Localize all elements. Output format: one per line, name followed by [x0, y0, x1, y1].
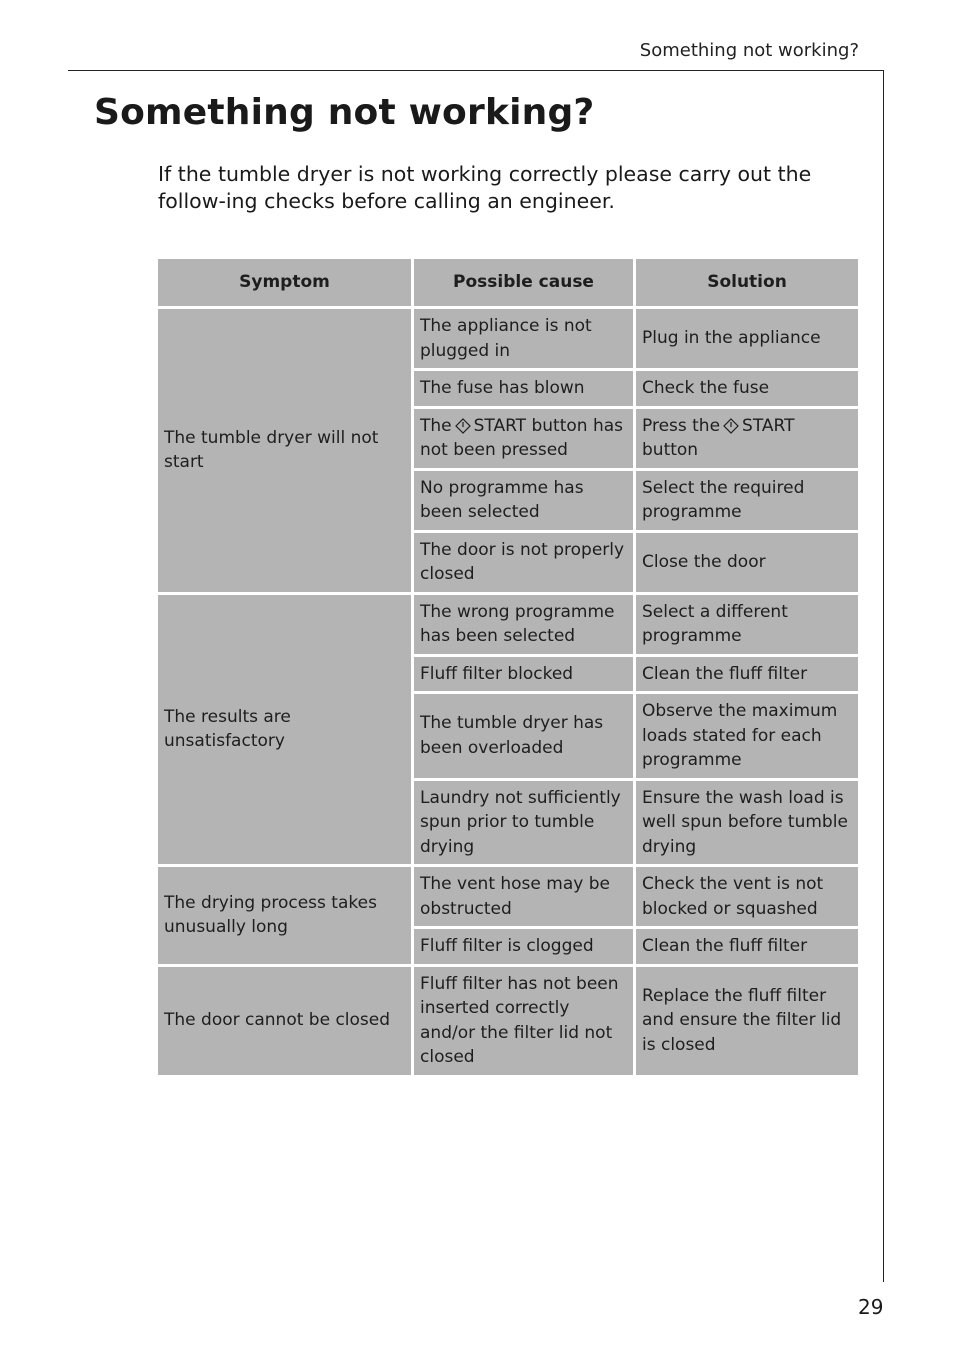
symptom-cell: The door cannot be closed: [158, 967, 411, 1075]
side-rule: [883, 70, 884, 1282]
solution-cell: Plug in the appliance: [636, 309, 858, 368]
cause-cell: The wrong programme has been selected: [414, 595, 633, 654]
solution-cell: Close the door: [636, 533, 858, 592]
symptom-cell: The tumble dryer will not start: [158, 309, 411, 592]
cause-cell: The tumble dryer has been overloaded: [414, 694, 633, 778]
solution-cell: Ensure the wash load is well spun before tumble drying: [636, 781, 858, 865]
cause-cell: The fuse has blown: [414, 371, 633, 406]
symptom-cell: The drying process takes unusually long: [158, 867, 411, 964]
cause-cell: Fluff filter has not been inserted correctly and/or the filter lid not closed: [414, 967, 633, 1075]
column-header-solution: Solution: [636, 259, 858, 306]
solution-cell: Replace the fluff filter and ensure the filter lid is closed: [636, 967, 858, 1075]
running-header: Something not working?: [639, 40, 859, 61]
table-row: [158, 595, 858, 654]
table-row: [158, 967, 858, 1075]
start-button-icon: [723, 418, 739, 434]
solution-cell: Select a different programme: [636, 595, 858, 654]
solution-cell: Select the required programme: [636, 471, 858, 530]
column-header-cause: Possible cause: [414, 259, 633, 306]
cause-cell: Laundry not sufficiently spun prior to tumble drying: [414, 781, 633, 865]
cause-suffix: START button has not been pressed: [420, 415, 623, 460]
solution-cell: [636, 409, 858, 468]
page-number: 29: [858, 1295, 884, 1319]
solution-cell: Check the fuse: [636, 371, 858, 406]
cause-cell: The appliance is not plugged in: [414, 309, 633, 368]
start-button-icon: [455, 418, 471, 434]
troubleshooting-table: [155, 256, 861, 1078]
solution-cell: Check the vent is not blocked or squashed: [636, 867, 858, 926]
solution-cell: Clean the fluff filter: [636, 929, 858, 964]
solution-cell: Clean the fluff filter: [636, 657, 858, 692]
table-row: [158, 309, 858, 368]
cause-cell: No programme has been selected: [414, 471, 633, 530]
solution-cell: Observe the maximum loads stated for each programme: [636, 694, 858, 778]
solution-suffix: START button: [642, 415, 795, 460]
table-header-row: [158, 259, 858, 306]
cause-cell: Fluff filter blocked: [414, 657, 633, 692]
symptom-cell: The results are unsatisfactory: [158, 595, 411, 865]
cause-prefix: The: [420, 415, 452, 436]
cause-cell: The door is not properly closed: [414, 533, 633, 592]
cause-cell: [414, 409, 633, 468]
table-row: [158, 867, 858, 926]
solution-prefix: Press the: [642, 415, 721, 436]
cause-cell: Fluff filter is clogged: [414, 929, 633, 964]
page-title: Something not working?: [94, 92, 595, 133]
intro-paragraph: If the tumble dryer is not working correctly please carry out the follow-ing checks before calling an engineer.: [158, 162, 812, 213]
header-rule: [68, 70, 884, 71]
column-header-symptom: Symptom: [158, 259, 411, 306]
cause-cell: The vent hose may be obstructed: [414, 867, 633, 926]
